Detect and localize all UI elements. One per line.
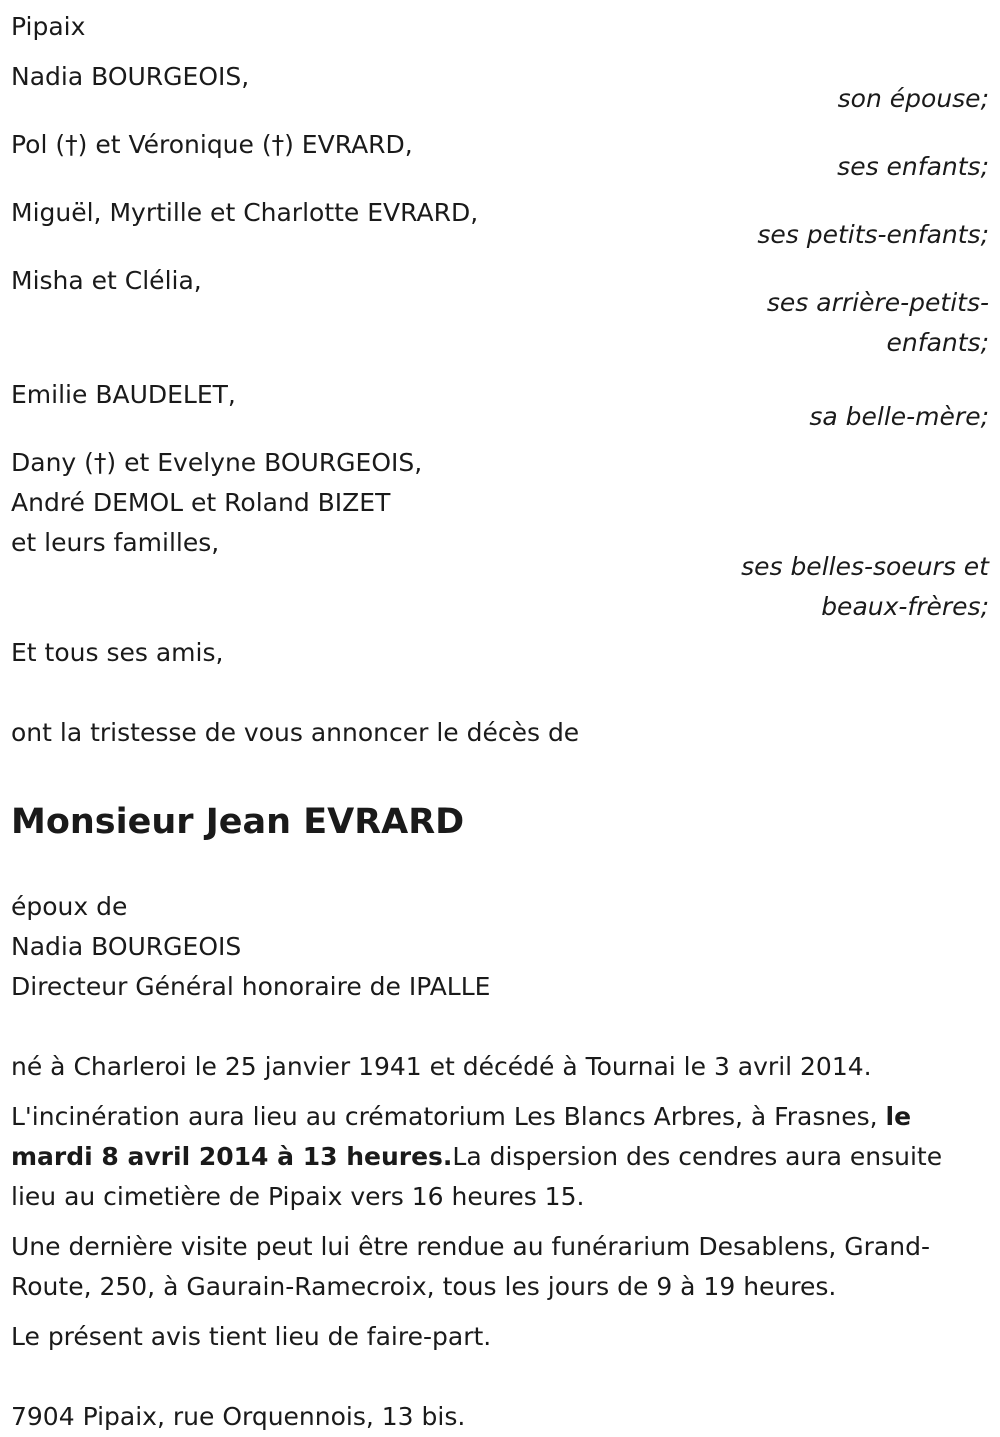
family-relation: son épouse; — [837, 84, 989, 113]
family-relation: beaux-frères; — [821, 592, 989, 621]
family-entry-great-grandchildren — [11, 261, 989, 363]
deceased-name: Monsieur Jean EVRARD — [11, 802, 465, 842]
spouse-intro: époux de — [11, 892, 128, 921]
family-names: André DEMOL et Roland BIZET — [11, 488, 391, 517]
family-entry-children — [11, 125, 989, 187]
cremation-paragraph — [11, 1097, 989, 1217]
birth-death-line: né à Charleroi le 25 janvier 1941 et décédé à Tournai le 3 avril 2014. — [11, 1052, 872, 1081]
family-names: Pol (†) et Véronique (†) EVRARD, — [11, 130, 413, 159]
notice-line: Le présent avis tient lieu de faire-part. — [11, 1322, 492, 1351]
friends-line: Et tous ses amis, — [11, 638, 224, 667]
family-entry-mother-in-law — [11, 375, 989, 437]
family-entry-spouse — [11, 57, 989, 119]
family-names: Nadia BOURGEOIS, — [11, 62, 250, 91]
family-names: Misha et Clélia, — [11, 266, 202, 295]
family-names: et leurs familles, — [11, 528, 220, 557]
family-names: Dany (†) et Evelyne BOURGEOIS, — [11, 448, 423, 477]
announcement-line: ont la tristesse de vous annoncer le décès de — [11, 718, 580, 747]
location-header: Pipaix — [11, 12, 86, 41]
cremation-dispersion: La dispersion des cendres aura ensuite lieu au cimetière de Pipaix vers 16 heures 15. — [11, 1142, 943, 1211]
family-relation: ses belles-soeurs et — [741, 552, 989, 581]
family-relation: ses enfants; — [837, 152, 989, 181]
family-relation: sa belle-mère; — [809, 402, 989, 431]
family-names: Miguël, Myrtille et Charlotte EVRARD, — [11, 198, 479, 227]
family-entry-grandchildren — [11, 193, 989, 255]
family-relation: ses petits-enfants; — [757, 220, 989, 249]
family-names: Emilie BAUDELET, — [11, 380, 236, 409]
address-line: 7904 Pipaix, rue Orquennois, 13 bis. — [11, 1402, 466, 1431]
family-relation: ses arrière-petits- — [766, 288, 989, 317]
obituary-notice — [11, 7, 989, 1437]
spouse-name: Nadia BOURGEOIS — [11, 932, 242, 961]
family-entry-in-laws — [11, 443, 989, 627]
cremation-date: le mardi 8 avril 2014 à 13 heures. — [11, 1102, 912, 1171]
title-role: Directeur Général honoraire de IPALLE — [11, 972, 491, 1001]
visit-paragraph: Une dernière visite peut lui être rendue au funérarium Desablens, Grand-Route, 250, à Gaurain-Ramecroix, tous les jours de 9 à 19 heures. — [11, 1232, 930, 1301]
cremation-intro: L'incinération aura lieu au crématorium Les Blancs Arbres, à Frasnes, — [11, 1102, 886, 1131]
family-relation: enfants; — [886, 328, 989, 357]
